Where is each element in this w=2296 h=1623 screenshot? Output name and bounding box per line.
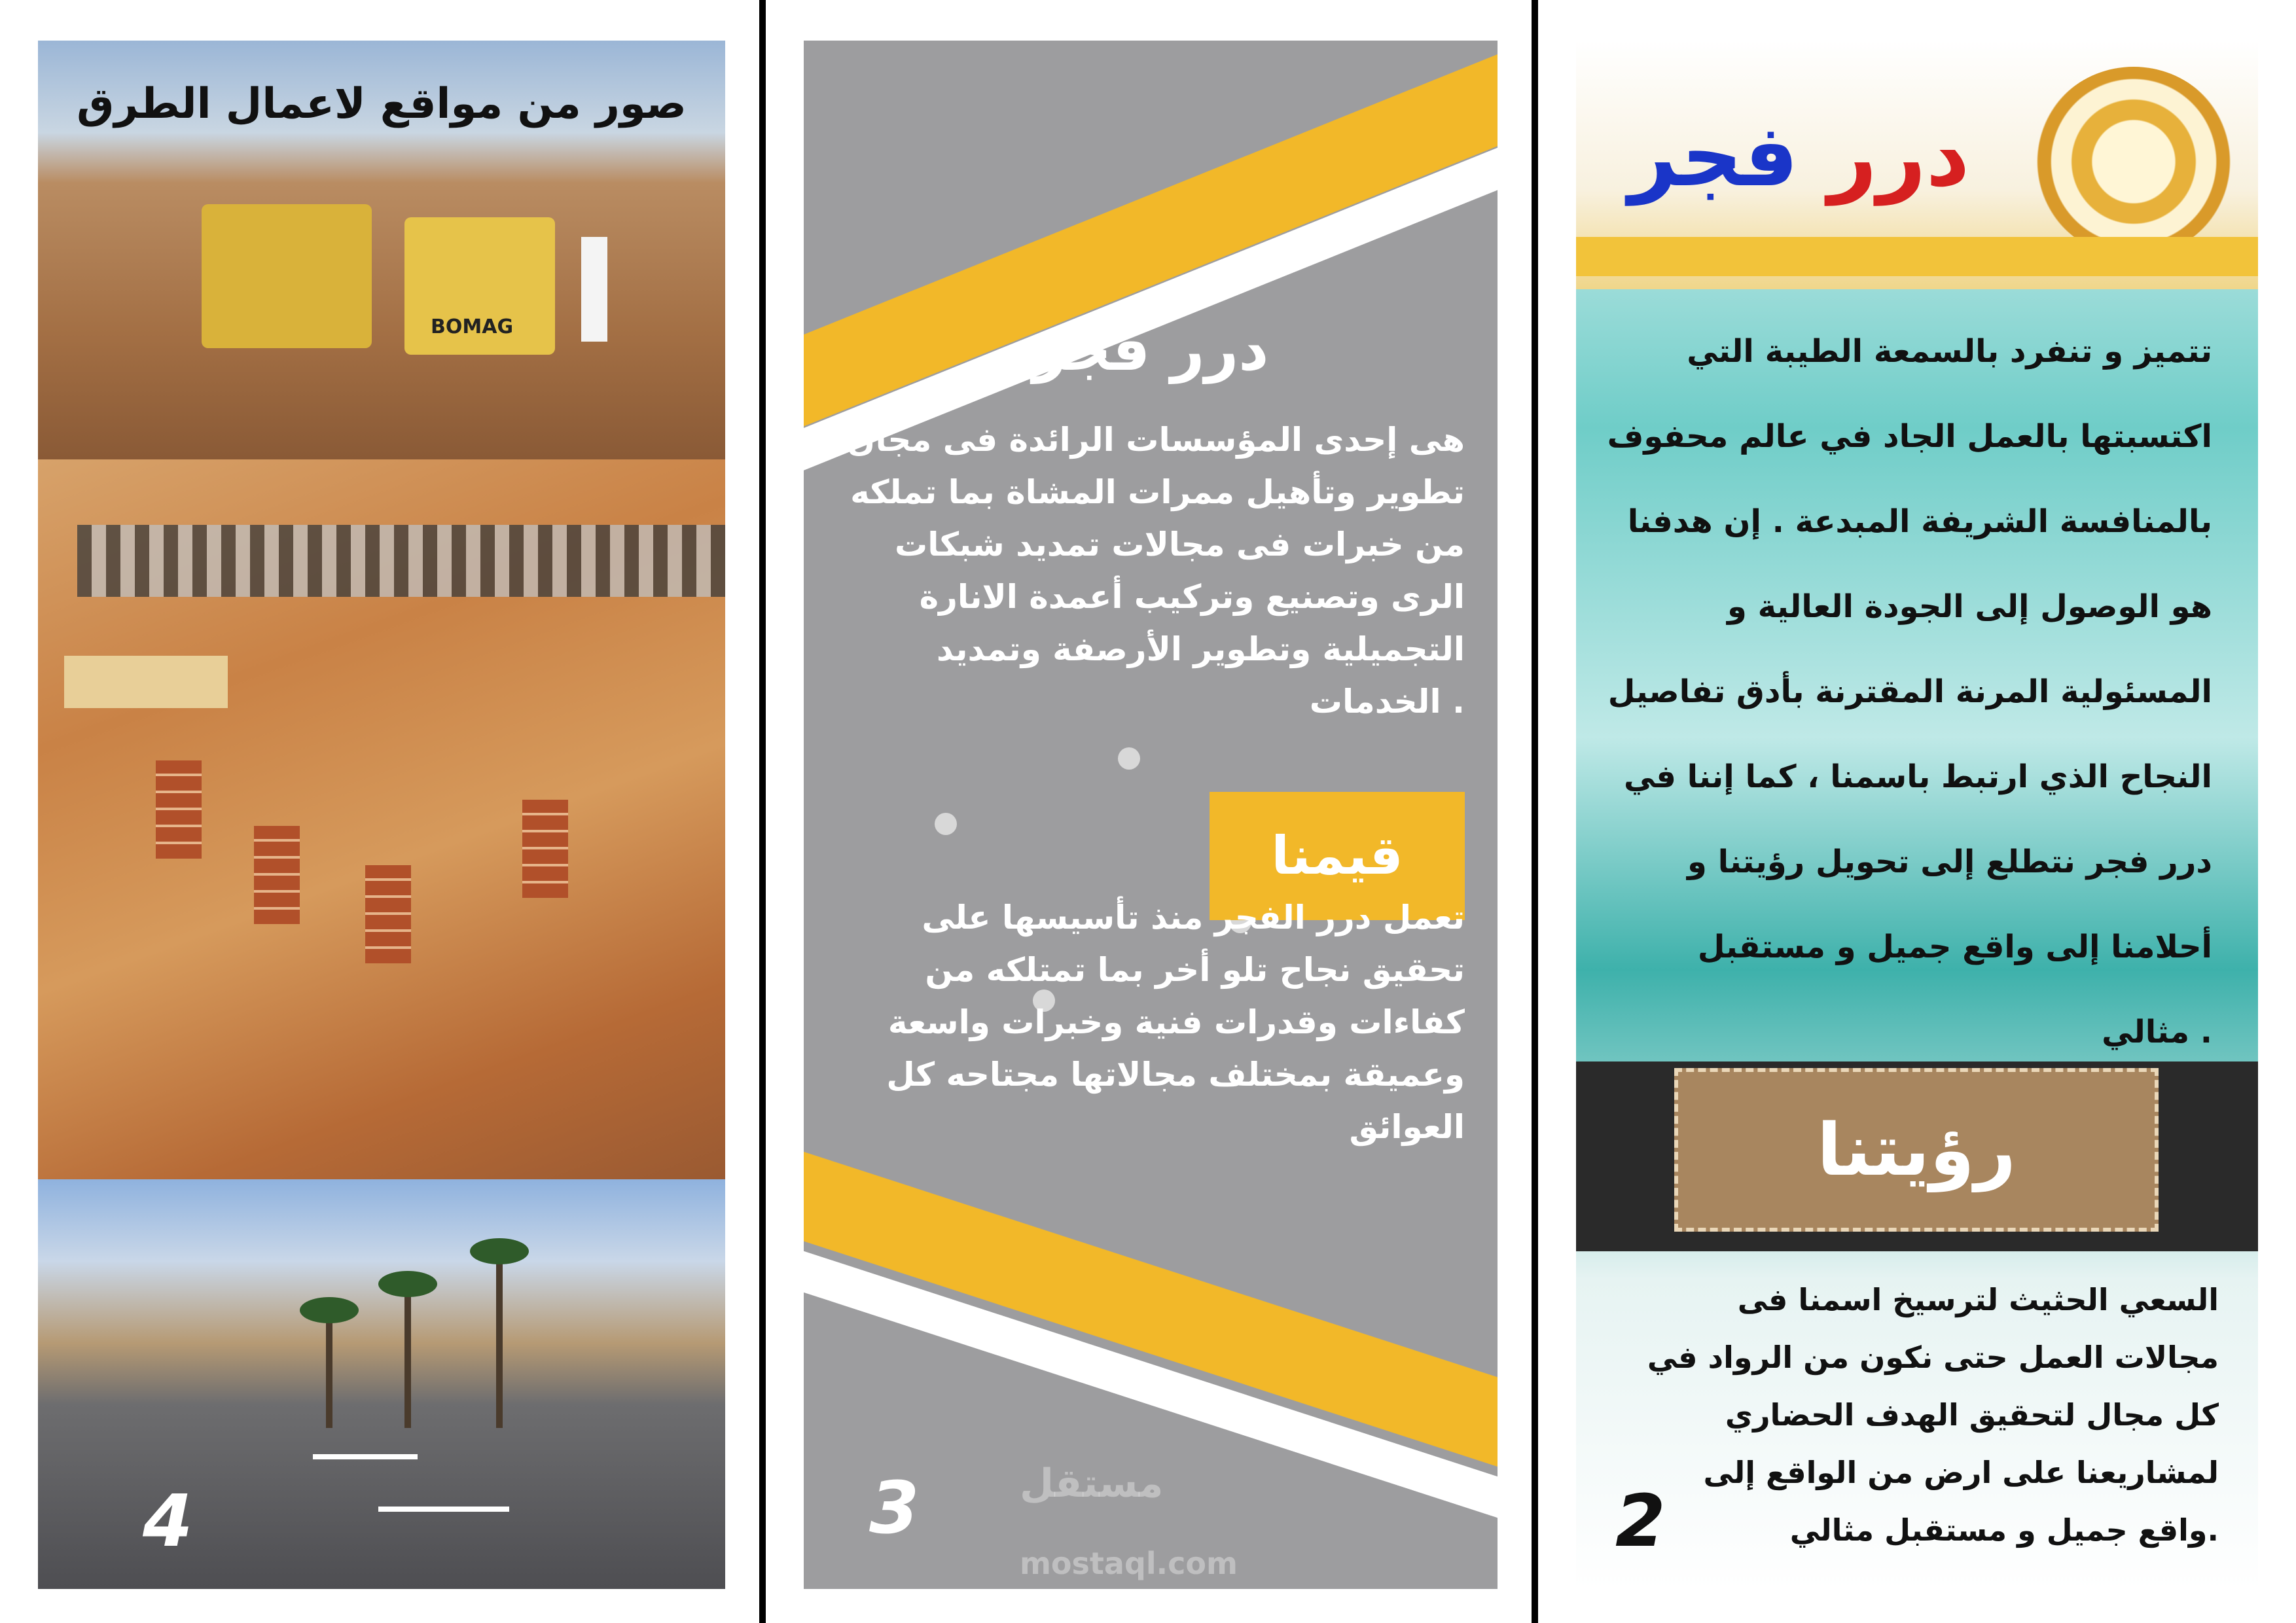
panel-road-works-photos bbox=[38, 41, 725, 1589]
worker-figure bbox=[581, 237, 607, 342]
network-node bbox=[935, 813, 957, 835]
about-text: تتميز و تنفرد بالسمعة الطيبة التي اكتسبتها بالعمل الجاد في عالم محفوف بالمنافسة الشريفة المبدعة . إن هدفنا هو الوصول إلى الجودة العالية و المسئولية المرنة المقترنة بأدق تفاصيل النجاح الذي ارتبط باسمنا ، كما إننا في درر فجر نتطلع إلى تحويل رؤيتنا و أحلامنا إلى واقع جميل و مستقبل مثالي . bbox=[1607, 333, 2212, 1050]
gold-band bbox=[1576, 237, 2258, 276]
vision-text: السعي الحثيث لترسيخ اسمنا فى مجالات العمل حتى نكون من الرواد في كل مجال لتحقيق الهدف الحضاري لمشاريعنا على ارض من الواقع إلى واقع جميل و مستقبل مثالي. bbox=[1647, 1282, 2219, 1548]
values-text: تعمل درر الفجر منذ تأسيسها على تحقيق نجاح تلو أخر بما تمتلكه من كفاءات وقدرات فنية وخبرات واسعة وعميقة بمختلف مجالاتها مجتاحه كل العوائق bbox=[886, 899, 1465, 1146]
brick-stack bbox=[156, 760, 202, 859]
panel-divider bbox=[1532, 0, 1538, 1623]
page-number: 3 bbox=[869, 1466, 920, 1550]
panel-divider bbox=[759, 0, 766, 1623]
chevron-strip bbox=[77, 525, 725, 597]
brand-name bbox=[1628, 106, 1969, 205]
photos-title: صور من مواقع لاعمال الطرق bbox=[77, 80, 687, 128]
panel-about-values bbox=[804, 41, 1498, 1589]
palm-tree bbox=[326, 1317, 332, 1428]
brick-stack bbox=[365, 865, 411, 963]
values-heading: قيمنا bbox=[1210, 792, 1465, 920]
lane-marking bbox=[378, 1507, 509, 1512]
brand-part-2: فجر bbox=[1628, 106, 1799, 205]
grader-machine bbox=[202, 204, 372, 348]
road-roller bbox=[404, 217, 555, 355]
header-banner bbox=[1576, 41, 2258, 289]
page-number: 2 bbox=[1615, 1479, 1666, 1563]
panel-identity-vision bbox=[1576, 41, 2258, 1589]
roller-brand: BOMAG bbox=[431, 315, 514, 338]
palm-tree bbox=[496, 1258, 503, 1428]
brick-stack bbox=[254, 826, 300, 924]
brand-part-1: درر bbox=[1827, 106, 1970, 205]
palm-tree bbox=[404, 1291, 411, 1428]
lane-marking bbox=[313, 1454, 418, 1459]
paver-pile bbox=[64, 656, 228, 708]
brick-stack bbox=[522, 800, 568, 898]
photo-finished-road bbox=[38, 1179, 725, 1589]
page-number: 4 bbox=[143, 1479, 193, 1563]
sun-logo-icon bbox=[2036, 67, 2232, 257]
company-intro: هى إحدى المؤسسات الرائدة فى مجال تطوير وتأهيل ممرات المشاة بما تملكه من خبرات فى مجالات تمديد شبكات الرى وتصنيع وتركيب أعمدة الانارة التجميلية وتطوير الأرصفة وتمديد الخدمات . bbox=[847, 421, 1465, 721]
vision-heading: رؤيتنا bbox=[1816, 1108, 2017, 1192]
watermark-url: mostaql.com bbox=[1020, 1546, 1238, 1581]
watermark-logo: مستقل bbox=[1020, 1461, 1164, 1507]
company-heading: درر فجر bbox=[1032, 315, 1269, 384]
photo-interlock-pavers bbox=[38, 459, 725, 1179]
network-node bbox=[1118, 747, 1140, 770]
